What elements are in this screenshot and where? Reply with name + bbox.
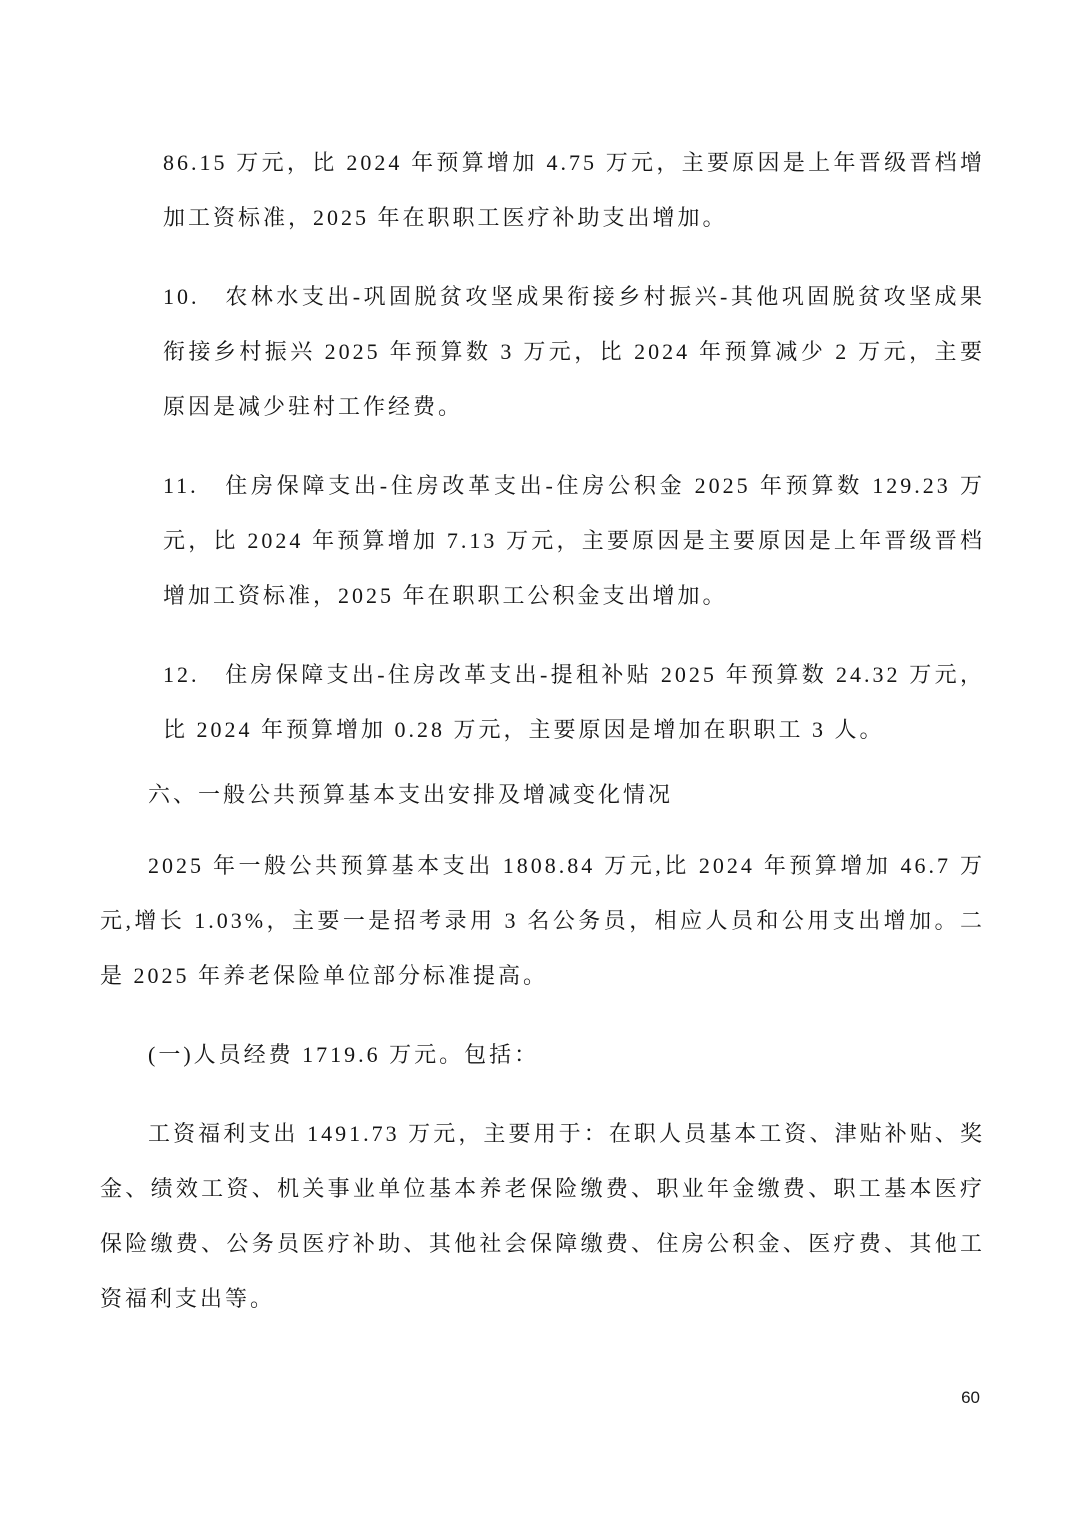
page-number: 60 — [961, 1388, 980, 1407]
paragraph-item-12: 12. 住房保障支出-住房改革支出-提租补贴 2025 年预算数 24.32 万元，比 2024 年预算增加 0.28 万元，主要原因是增加在职职工 3 人。 — [163, 662, 985, 742]
paragraph-personnel-funds: (一)人员经费 1719.6 万元。包括： — [148, 1042, 540, 1067]
paragraph-salary-welfare: 工资福利支出 1491.73 万元，主要用于：在职人员基本工资、津贴补贴、奖金、绩效工资、机关事业单位基本养老保险缴费、职业年金缴费、职工基本医疗保险缴费、公务员医疗补助、其他社会保障缴费、住房公积金、医疗费、其他工资福利支出等。 — [100, 1121, 985, 1311]
paragraph-item-10: 10. 农林水支出-巩固脱贫攻坚成果衔接乡村振兴-其他巩固脱贫攻坚成果衔接乡村振兴 2025 年预算数 3 万元，比 2024 年预算减少 2 万元，主要原因是减少驻村工作经费。 — [163, 284, 985, 419]
document-body — [100, 135, 985, 1350]
paragraph-basic-expenditure: 2025 年一般公共预算基本支出 1808.84 万元,比 2024 年预算增加 46.7 万元,增长 1.03%，主要一是招考录用 3 名公务员，相应人员和公用支出增加。二是 2025 年养老保险单位部分标准提高。 — [100, 853, 985, 988]
section-six-heading: 六、一般公共预算基本支出安排及增减变化情况 — [148, 782, 674, 807]
paragraph-item-11: 11. 住房保障支出-住房改革支出-住房公积金 2025 年预算数 129.23 万元，比 2024 年预算增加 7.13 万元，主要原因是主要原因是上年晋级晋档增加工资标准，2025 年在职职工公积金支出增加。 — [163, 473, 985, 608]
paragraph-item-9-continuation: 86.15 万元，比 2024 年预算增加 4.75 万元，主要原因是上年晋级晋档增加工资标准，2025 年在职职工医疗补助支出增加。 — [163, 150, 985, 230]
